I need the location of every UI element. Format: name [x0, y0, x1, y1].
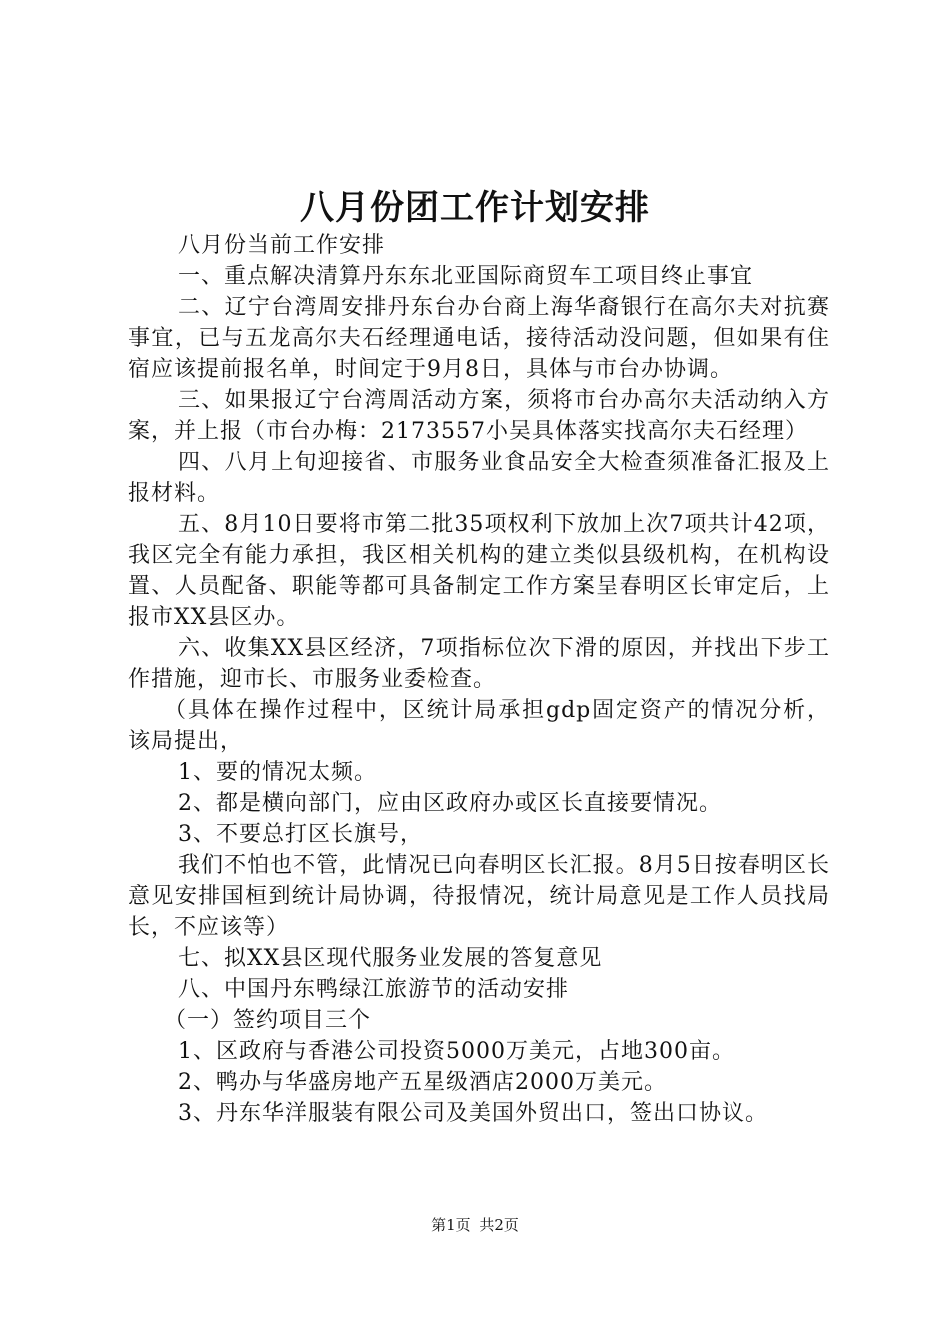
paragraph: 二、辽宁台湾周安排丹东台办台商上海华裔银行在高尔夫对抗赛事宜，已与五龙高尔夫石经理通电话，接待活动没问题，但如果有住宿应该提前报名单，时间定于9月8日，具体与市台办协调。 [128, 295, 830, 382]
list-item: 1、要的情况太频。 [178, 760, 377, 785]
paragraph: 八、中国丹东鸭绿江旅游节的活动安排 [178, 977, 570, 1002]
paragraph: 我们不怕也不管，此情况已向春明区长汇报。8月5日按春明区长意见安排国桓到统计局协调，待报情况，统计局意见是工作人员找局长，不应该等） [128, 853, 830, 940]
page-number: 第1页 [431, 1216, 471, 1234]
list-item: 3、不要总打区长旗号， [178, 822, 423, 847]
paragraph: （一）签约项目三个 [164, 1008, 372, 1033]
list-item: 3、丹东华洋服装有限公司及美国外贸出口，签出口协议。 [178, 1101, 768, 1126]
paragraph: 三、如果报辽宁台湾周活动方案，须将市台办高尔夫活动纳入方案，并上报（市台办梅：2173557小吴具体落实找高尔夫石经理） [128, 388, 830, 444]
document-body [128, 230, 830, 1129]
paragraph: 四、八月上旬迎接省、市服务业食品安全大检查须准备汇报及上报材料。 [128, 450, 830, 506]
list-item: 1、区政府与香港公司投资5000万美元，占地300亩。 [178, 1039, 735, 1064]
paragraph: 八月份当前工作安排 [178, 233, 386, 258]
page-footer [0, 1215, 950, 1235]
paragraph: （具体在操作过程中，区统计局承担gdp固定资产的情况分析，该局提出， [128, 698, 830, 754]
paragraph: 一、重点解决清算丹东东北亚国际商贸车工项目终止事宜 [178, 264, 754, 289]
paragraph: 七、拟XX县区现代服务业发展的答复意见 [178, 946, 603, 971]
page-total: 共2页 [479, 1216, 519, 1234]
document-title: 八月份团工作计划安排 [300, 188, 650, 228]
list-item: 2、都是横向部门，应由区政府办或区长直接要情况。 [178, 791, 722, 816]
paragraph: 五、8月10日要将市第二批35项权利下放加上次7项共计42项，我区完全有能力承担，我区相关机构的建立类似县级机构，在机构设置、人员配备、职能等都可具备制定工作方案呈春明区长审定后，上报市XX县区办。 [128, 512, 830, 630]
list-item: 2、鸭办与华盛房地产五星级酒店2000万美元。 [178, 1070, 667, 1095]
paragraph: 六、收集XX县区经济，7项指标位次下滑的原因，并找出下步工作措施，迎市长、市服务业委检查。 [128, 636, 830, 692]
